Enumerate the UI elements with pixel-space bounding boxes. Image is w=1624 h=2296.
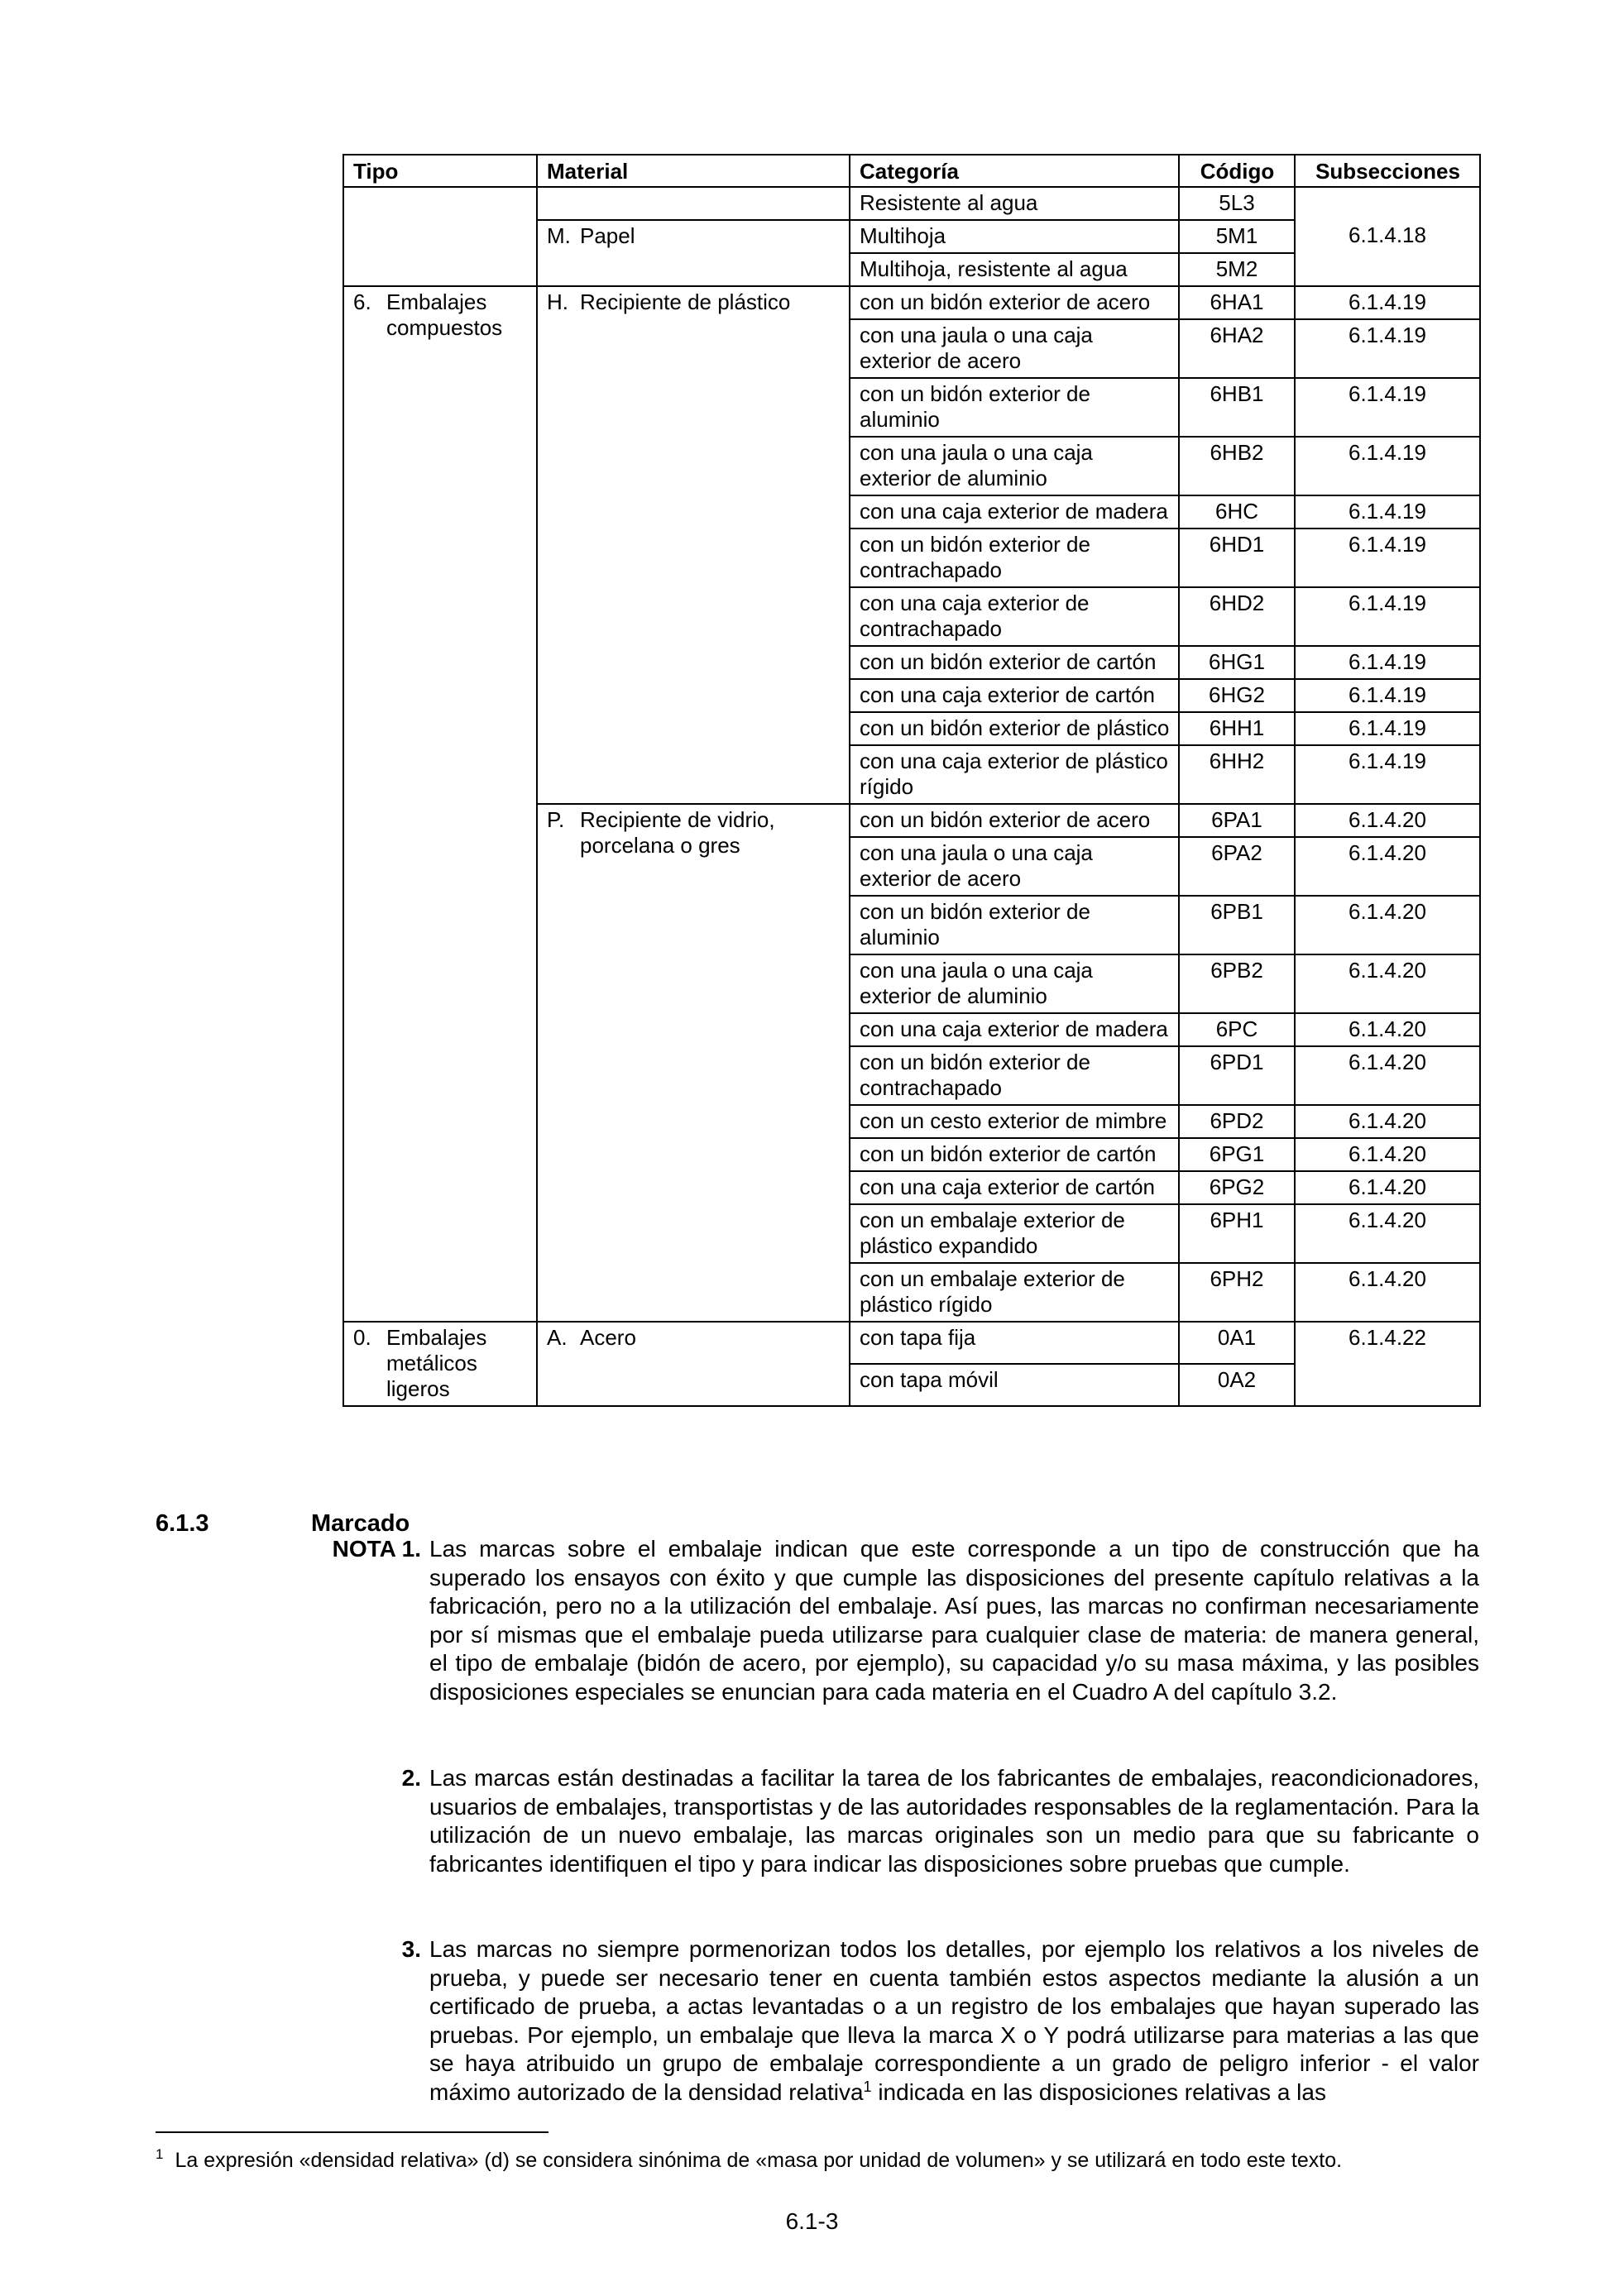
note-1-text: Las marcas sobre el embalaje indican que este corresponde a un tipo de construcción que ha superado los ensayos con éxito y que cumple las disposiciones del presente capítulo relativas a la fabricación, pero no a la utilización del embalaje. Así pues, las marcas no confirman necesariamente por sí mismas que el embalaje pueda utilizarse para cualquier clase de materia: de manera general, el tipo de embalaje (bidón de acero, por ejemplo), su capacidad y/o su masa máxima, y las posibles disposiciones especiales se enuncian para cada materia en el Cuadro A del capítulo 3.2. bbox=[429, 1536, 1479, 1705]
note-2-text: Las marcas están destinadas a facilitar la tarea de los fabricantes de embalajes, reacondicionadores, usuarios de embalajes, transportistas y de las autoridades responsables de la reglamentación. Para la utilización de un nuevo embalaje, las marcas originales son un medio para que su fabricante o fabricantes identifiquen el tipo y para indicar las disposiciones sobre pruebas que cumple. bbox=[429, 1765, 1479, 1877]
tipo-name: Embalajes compuestos bbox=[386, 289, 503, 340]
categoria-cell: con un bidón exterior de cartón bbox=[850, 646, 1179, 679]
codigo-cell: 0A2 bbox=[1179, 1364, 1295, 1406]
section-title: Marcado bbox=[311, 1510, 410, 1537]
categoria-cell: Multihoja, resistente al agua bbox=[850, 253, 1179, 286]
codigo-cell: 5M2 bbox=[1179, 253, 1295, 286]
codigo-cell: 5M1 bbox=[1179, 220, 1295, 253]
categoria-cell: con un embalaje exterior de plástico rígido bbox=[850, 1263, 1179, 1322]
categoria-cell: con un bidón exterior de contrachapado bbox=[850, 1046, 1179, 1105]
table-header-row bbox=[343, 155, 1480, 187]
categoria-cell: con un bidón exterior de aluminio bbox=[850, 378, 1179, 437]
categoria-cell: Resistente al agua bbox=[850, 187, 1179, 220]
material-name: Acero bbox=[580, 1325, 636, 1350]
categoria-cell: con un cesto exterior de mimbre bbox=[850, 1105, 1179, 1138]
categoria-cell: con una caja exterior de contrachapado bbox=[850, 587, 1179, 646]
material-name: Recipiente de plástico bbox=[580, 289, 791, 314]
tipo-cell-blank bbox=[343, 187, 537, 286]
codigo-cell: 6HD1 bbox=[1179, 529, 1295, 587]
subsecciones-cell: 6.1.4.20 bbox=[1295, 1138, 1480, 1171]
categoria-cell: con un embalaje exterior de plástico expandido bbox=[850, 1204, 1179, 1263]
subsecciones-cell: 6.1.4.20 bbox=[1295, 837, 1480, 896]
codigo-cell: 6HB2 bbox=[1179, 437, 1295, 495]
categoria-cell: con una jaula o una caja exterior de acero bbox=[850, 319, 1179, 378]
table-row bbox=[343, 187, 1480, 220]
subsecciones-cell: 6.1.4.20 bbox=[1295, 1263, 1480, 1322]
material-number: M. bbox=[547, 223, 571, 248]
codigo-cell: 6HG2 bbox=[1179, 679, 1295, 712]
codigo-cell: 6PC bbox=[1179, 1013, 1295, 1046]
footnote-separator bbox=[156, 2131, 549, 2133]
note-3-text-part-b: indicada en las disposiciones relativas a las bbox=[871, 2078, 1326, 2105]
subsecciones-cell: 6.1.4.20 bbox=[1295, 1013, 1480, 1046]
material-cell bbox=[537, 220, 850, 286]
codigo-cell: 6HH1 bbox=[1179, 712, 1295, 745]
material-number: A. bbox=[547, 1325, 568, 1350]
subsecciones-cell-blank bbox=[1295, 187, 1480, 220]
header-material: Material bbox=[537, 155, 850, 187]
footnote-reference: 1 bbox=[863, 2078, 872, 2095]
codigo-cell: 6HB1 bbox=[1179, 378, 1295, 437]
tipo-cell bbox=[343, 286, 537, 1322]
categoria-cell: con una caja exterior de cartón bbox=[850, 1171, 1179, 1204]
header-subsecciones: Subsecciones bbox=[1295, 155, 1480, 187]
packaging-codes-table bbox=[343, 154, 1481, 1407]
categoria-cell: con una caja exterior de cartón bbox=[850, 679, 1179, 712]
categoria-cell: con un bidón exterior de plástico bbox=[850, 712, 1179, 745]
material-cell bbox=[537, 286, 850, 804]
note-3-text-part-a: Las marcas no siempre pormenorizan todos los detalles, por ejemplo los relativos a los niveles de prueba, y puede ser necesario tener en cuenta también estos aspectos mediante la alusión a un certificado de prueba, a actas levantadas o a un registro de los embalajes que hayan superado las pruebas. Por ejemplo, un embalaje que lleva la marca X o Y podrá utilizarse para materias a las que se haya atribuido un grupo de embalaje correspondiente a un grado de peligro inferior - el valor máximo autorizado de la densidad relativa bbox=[429, 1936, 1479, 2105]
codigo-cell: 5L3 bbox=[1179, 187, 1295, 220]
subsecciones-cell: 6.1.4.22 bbox=[1295, 1322, 1480, 1406]
table-row bbox=[343, 286, 1480, 319]
categoria-cell: con una jaula o una caja exterior de acero bbox=[850, 837, 1179, 896]
subsecciones-cell: 6.1.4.19 bbox=[1295, 712, 1480, 745]
subsecciones-cell: 6.1.4.19 bbox=[1295, 378, 1480, 437]
header-categoria: Categoría bbox=[850, 155, 1179, 187]
categoria-cell: con tapa móvil bbox=[850, 1364, 1179, 1406]
table-row bbox=[343, 1322, 1480, 1364]
subsecciones-cell: 6.1.4.20 bbox=[1295, 1105, 1480, 1138]
subsecciones-cell: 6.1.4.19 bbox=[1295, 286, 1480, 319]
material-name: Papel bbox=[580, 223, 635, 248]
material-cell bbox=[537, 804, 850, 1322]
material-cell bbox=[537, 1322, 850, 1406]
subsecciones-cell: 6.1.4.20 bbox=[1295, 804, 1480, 837]
subsecciones-cell: 6.1.4.19 bbox=[1295, 319, 1480, 378]
codigo-cell: 6HA1 bbox=[1179, 286, 1295, 319]
note-1-label: NOTA 1. bbox=[332, 1536, 421, 1562]
subsecciones-cell: 6.1.4.20 bbox=[1295, 896, 1480, 954]
codigo-cell: 6PA1 bbox=[1179, 804, 1295, 837]
note-2 bbox=[310, 1764, 1479, 1878]
section-number: 6.1.3 bbox=[156, 1510, 209, 1537]
codigo-cell: 6PD1 bbox=[1179, 1046, 1295, 1105]
categoria-cell: con una jaula o una caja exterior de aluminio bbox=[850, 954, 1179, 1013]
categoria-cell: con un bidón exterior de acero bbox=[850, 286, 1179, 319]
codigo-cell: 6HC bbox=[1179, 495, 1295, 529]
codigo-cell: 6PG1 bbox=[1179, 1138, 1295, 1171]
categoria-cell: con un bidón exterior de cartón bbox=[850, 1138, 1179, 1171]
codigo-cell: 6HG1 bbox=[1179, 646, 1295, 679]
subsecciones-cell: 6.1.4.20 bbox=[1295, 954, 1480, 1013]
subsecciones-cell: 6.1.4.18 bbox=[1295, 220, 1480, 286]
tipo-number: 0. bbox=[353, 1325, 371, 1350]
note-3 bbox=[310, 1935, 1479, 2107]
codigo-cell: 6PH1 bbox=[1179, 1204, 1295, 1263]
subsecciones-cell: 6.1.4.19 bbox=[1295, 646, 1480, 679]
subsecciones-cell: 6.1.4.19 bbox=[1295, 437, 1480, 495]
material-cell-blank bbox=[537, 187, 850, 220]
categoria-cell: con tapa fija bbox=[850, 1322, 1179, 1364]
page-number: 6.1-3 bbox=[785, 2208, 839, 2234]
codigo-cell: 6PB2 bbox=[1179, 954, 1295, 1013]
categoria-cell: con un bidón exterior de contrachapado bbox=[850, 529, 1179, 587]
footnote bbox=[156, 2142, 1479, 2173]
subsecciones-cell: 6.1.4.20 bbox=[1295, 1046, 1480, 1105]
categoria-cell: con una caja exterior de madera bbox=[850, 495, 1179, 529]
categoria-cell: con una jaula o una caja exterior de aluminio bbox=[850, 437, 1179, 495]
subsecciones-cell: 6.1.4.19 bbox=[1295, 529, 1480, 587]
footnote-text: La expresión «densidad relativa» (d) se considera sinónima de «masa por unidad de volumen» y se utilizará en todo este texto. bbox=[175, 2149, 1343, 2172]
codigo-cell: 6HA2 bbox=[1179, 319, 1295, 378]
categoria-cell: con un bidón exterior de aluminio bbox=[850, 896, 1179, 954]
categoria-cell: con una caja exterior de madera bbox=[850, 1013, 1179, 1046]
subsecciones-cell: 6.1.4.19 bbox=[1295, 587, 1480, 646]
subsecciones-cell: 6.1.4.20 bbox=[1295, 1171, 1480, 1204]
header-tipo: Tipo bbox=[343, 155, 537, 187]
subsecciones-cell: 6.1.4.20 bbox=[1295, 1204, 1480, 1263]
note-3-text bbox=[429, 1935, 1479, 2107]
codigo-cell: 6PB1 bbox=[1179, 896, 1295, 954]
codigo-cell: 6PA2 bbox=[1179, 837, 1295, 896]
subsecciones-cell: 6.1.4.19 bbox=[1295, 679, 1480, 712]
note-2-label: 2. bbox=[401, 1765, 421, 1791]
categoria-cell: Multihoja bbox=[850, 220, 1179, 253]
footnote-mark: 1 bbox=[156, 2146, 164, 2162]
codigo-cell: 6PG2 bbox=[1179, 1171, 1295, 1204]
codigo-cell: 6HH2 bbox=[1179, 745, 1295, 804]
codigo-cell: 6PD2 bbox=[1179, 1105, 1295, 1138]
material-number: H. bbox=[547, 289, 568, 314]
codigo-cell: 6PH2 bbox=[1179, 1263, 1295, 1322]
material-name: Recipiente de vidrio, porcelana o gres bbox=[580, 807, 775, 858]
tipo-cell bbox=[343, 1322, 537, 1406]
codigo-cell: 6HD2 bbox=[1179, 587, 1295, 646]
categoria-cell: con una caja exterior de plástico rígido bbox=[850, 745, 1179, 804]
note-1 bbox=[310, 1535, 1479, 1706]
categoria-cell: con un bidón exterior de acero bbox=[850, 804, 1179, 837]
tipo-name: Embalajes metálicos ligeros bbox=[386, 1325, 487, 1401]
header-codigo: Código bbox=[1179, 155, 1295, 187]
subsecciones-cell: 6.1.4.19 bbox=[1295, 745, 1480, 804]
material-number: P. bbox=[547, 807, 565, 832]
subsecciones-cell: 6.1.4.19 bbox=[1295, 495, 1480, 529]
tipo-number: 6. bbox=[353, 289, 371, 314]
note-3-label: 3. bbox=[401, 1936, 421, 1962]
codigo-cell: 0A1 bbox=[1179, 1322, 1295, 1364]
